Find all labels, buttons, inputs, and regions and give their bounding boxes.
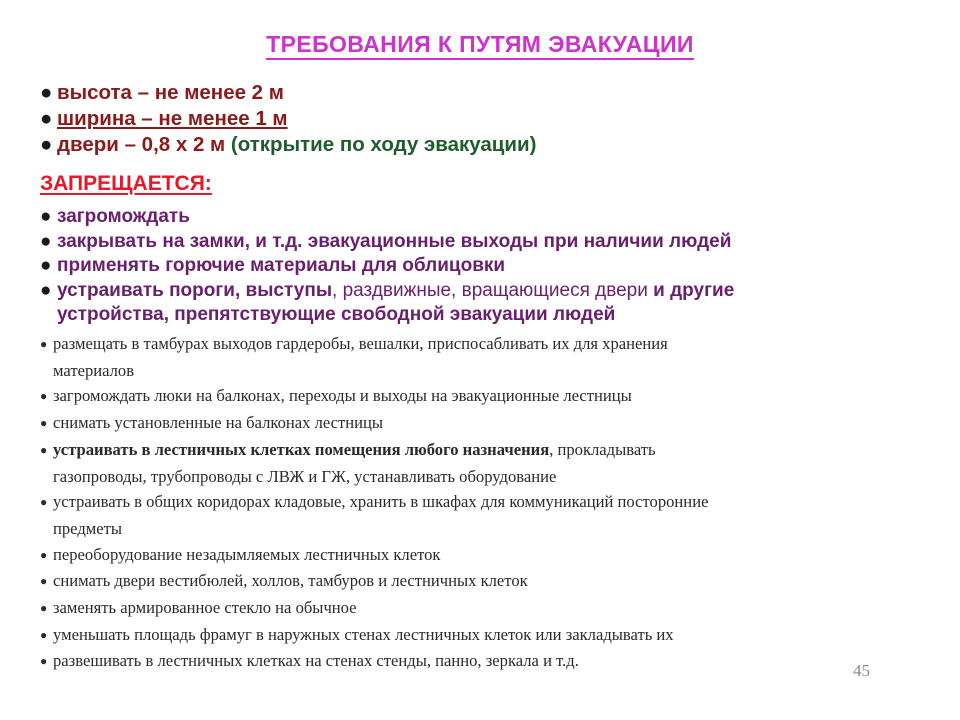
bullet-icon: ● [40, 81, 53, 104]
forbidden-item-text: применять горючие материалы для облицовки [57, 255, 506, 276]
forbidden-item-text-normal: , раздвижные, вращающиеся двери [332, 279, 648, 301]
minor-item [40, 331, 920, 383]
forbidden-main-list [40, 205, 920, 328]
bullet-icon: ● [40, 255, 52, 276]
forbidden-item [40, 279, 920, 328]
forbidden-heading: ЗАПРЕЩАЕТСЯ: [40, 172, 212, 195]
forbidden-item [40, 205, 920, 230]
minor-item-text: размещать в тамбурах выходов гардеробы, вешалки, приспосабливать их для хранения [53, 334, 668, 353]
forbidden-item-text: и другие [647, 279, 735, 301]
minor-item [40, 648, 920, 675]
minor-item-text: заменять армированное стекло на обычное [53, 598, 357, 618]
bullet-icon: ● [40, 416, 48, 431]
requirement-label: ширина [57, 107, 136, 130]
minor-item-text: переоборудование незадымляемых лестничных клеток [53, 544, 441, 564]
minor-item-text-bold: устраивать в лестничных клетках помещения любого назначения [53, 439, 550, 459]
forbidden-item-text: загромождать [57, 206, 190, 227]
bullet-icon: ● [40, 495, 48, 510]
forbidden-minor-list [40, 331, 920, 675]
requirement-note: (открытие по ходу эвакуации) [230, 133, 537, 156]
minor-item-text: устраивать в общих коридорах кладовые, хранить в шкафах для коммуникаций посторонние [53, 492, 709, 512]
minor-item [40, 622, 920, 649]
bullet-icon: ● [40, 107, 53, 130]
bullet-icon: ● [40, 574, 48, 589]
minor-item-text: , прокладывать [549, 439, 656, 459]
forbidden-item-text: устраивать пороги, выступы [57, 279, 333, 301]
minor-item [40, 542, 920, 569]
requirement-label: двери [57, 133, 119, 156]
bullet-icon: ● [40, 133, 53, 156]
slide-title-text: ТРЕБОВАНИЯ К ПУТЯМ ЭВАКУАЦИИ [266, 31, 694, 60]
minor-item [40, 437, 920, 489]
minor-item-text: загромождать люки на балконах, переходы и выходы на эвакуационные лестницы [53, 386, 632, 406]
bullet-icon: ● [40, 337, 48, 351]
requirement-label: высота [57, 81, 132, 104]
requirement-doors [40, 132, 920, 158]
bullet-icon: ● [40, 389, 48, 404]
minor-item-text: снимать установленные на балконах лестницы [53, 413, 384, 433]
requirement-height [40, 80, 920, 106]
bullet-icon: ● [40, 627, 48, 642]
forbidden-item-text: закрывать на замки, и т.д. эвакуационные выходы при наличии людей [57, 230, 732, 252]
forbidden-item [40, 254, 920, 279]
bullet-icon: ● [40, 601, 48, 616]
bullet-icon: ● [40, 547, 48, 562]
slide-title [0, 31, 960, 58]
bullet-icon: ● [40, 279, 52, 301]
requirement-value: – не менее 2 м [131, 81, 284, 104]
forbidden-item [40, 230, 920, 255]
minor-item [40, 410, 920, 437]
minor-item-continuation: материалов [53, 360, 135, 380]
forbidden-item-continuation: устройства, препятствующие свободной эвакуации людей [57, 304, 616, 325]
requirement-width [40, 106, 920, 132]
bullet-icon: ● [40, 442, 48, 457]
bullet-icon: ● [40, 206, 52, 227]
minor-item-continuation: газопроводы, трубопроводы с ЛВЖ и ГЖ, устанавливать оборудование [53, 466, 557, 486]
requirement-value: – 0,8 х 2 м [118, 133, 231, 156]
bullet-icon: ● [40, 654, 48, 669]
minor-item [40, 383, 920, 410]
minor-item-text: уменьшать площадь фрамуг в наружных стенах лестничных клеток или закладывать их [53, 624, 674, 644]
minor-item-text: снимать двери вестибюлей, холлов, тамбуров и лестничных клеток [53, 571, 528, 591]
requirement-value: – не менее 1 м [135, 107, 288, 130]
requirements-list [40, 80, 920, 158]
minor-item [40, 489, 920, 541]
page-number: 45 [853, 661, 870, 680]
minor-item-continuation: предметы [53, 518, 123, 538]
bullet-icon: ● [40, 230, 52, 252]
minor-item-text: развешивать в лестничных клетках на стенах стенды, панно, зеркала и т.д. [53, 651, 579, 671]
minor-item [40, 568, 920, 595]
minor-item [40, 595, 920, 622]
